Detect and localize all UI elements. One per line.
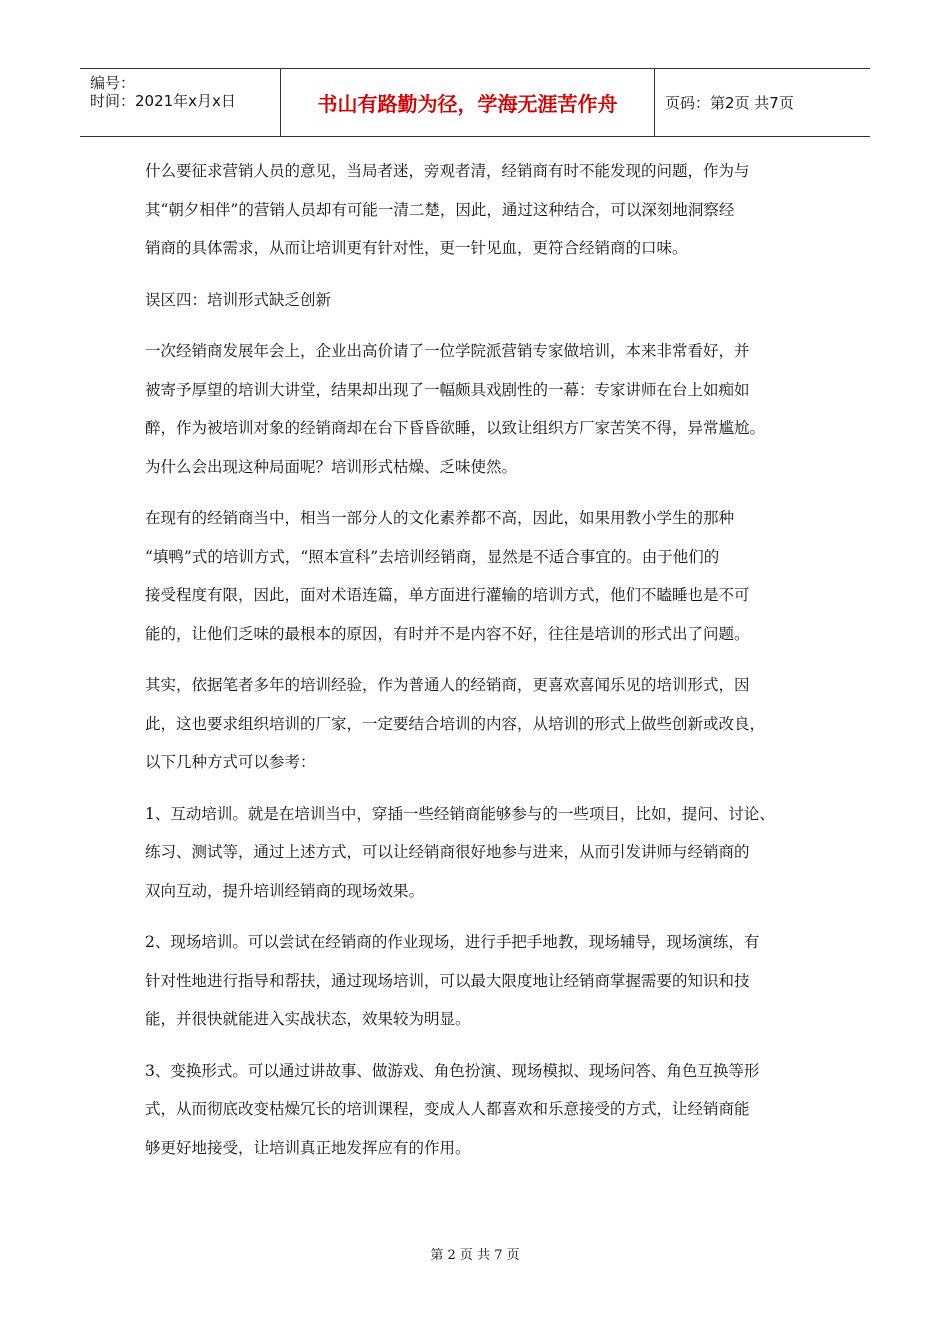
text-line: 为什么会出现这种局面呢？培训形式枯燥、乏味使然。 xyxy=(145,457,518,476)
text-line: 2、现场培训。可以尝试在经销商的作业现场，进行手把手地教，现场辅导，现场演练，有 xyxy=(145,933,760,951)
text-line: 醉，作为被培训对象的经销商却在台下昏昏欲睡，以致让组织方厂家苦笑不得，异常尴尬。 xyxy=(145,419,766,437)
paragraph xyxy=(145,1052,825,1168)
text-line: 针对性地进行指导和帮扶，通过现场培训，可以最大限度地让经销商掌握需要的知识和技 xyxy=(145,971,750,990)
text-line: 误区四：培训形式缺乏创新 xyxy=(145,290,332,309)
paragraph xyxy=(145,281,825,320)
text-line: 在现有的经销商当中，相当一部分人的文化素养都不高，因此，如果用教小学生的那种 xyxy=(145,509,735,527)
text-line: 以下几种方式可以参考： xyxy=(145,753,316,771)
code-label: 编号： xyxy=(90,74,136,92)
text-line: 其实，依据笔者多年的培训经验，作为普通人的经销商，更喜欢喜闻乐见的培训形式，因 xyxy=(145,676,750,694)
text-line: 能的，让他们乏味的最根本的原因，有时并不是内容不好，往往是培训的形式出了问题。 xyxy=(145,624,750,643)
text-line: 接受程度有限，因此，面对术语连篇，单方面进行灌输的培训方式，他们不瞌睡也是不可 xyxy=(145,586,750,604)
text-line: 式，从而彻底改变枯燥冗长的培训课程，变成人人都喜欢和乐意接受的方式，让经销商能 xyxy=(145,1100,750,1118)
text-line: 够更好地接受，让培训真正地发挥应有的作用。 xyxy=(145,1138,471,1157)
document-body xyxy=(145,152,825,1180)
text-line: “填鸭”式的培训方式，“照本宣科”去培训经销商，显然是不适合事宜的。由于他们的 xyxy=(145,547,720,566)
text-line: 一次经销商发展年会上，企业出高价请了一位学院派营销专家做培训，本来非常看好，并 xyxy=(145,342,750,360)
page-footer: 第 2 页 共 7 页 xyxy=(430,1248,520,1263)
date-label: 时间：2021年x月x日 xyxy=(90,92,236,110)
paragraph xyxy=(145,332,825,486)
text-line: 此，这也要求组织培训的厂家，一定要结合培训的内容，从培训的形式上做些创新或改良， xyxy=(145,714,766,733)
text-line: 销商的具体需求，从而让培训更有针对性，更一针见血，更符合经销商的口味。 xyxy=(145,239,688,257)
paragraph xyxy=(145,499,825,653)
paragraph xyxy=(145,152,825,268)
paragraph xyxy=(145,666,825,782)
text-line: 3、变换形式。可以通过讲故事、做游戏、角色扮演、现场模拟、现场问答、角色互换等形 xyxy=(145,1061,760,1080)
page-header xyxy=(80,68,870,137)
paragraph xyxy=(145,923,825,1039)
text-line: 其“朝夕相伴”的营销人员却有可能一清二楚，因此，通过这种结合，可以深刻地洞察经 xyxy=(145,200,735,219)
text-line: 什么要征求营销人员的意见，当局者迷，旁观者清，经销商有时不能发现的问题，作为与 xyxy=(145,162,750,180)
text-line: 被寄予厚望的培训大讲堂，结果却出现了一幅颇具戏剧性的一幕：专家讲师在台上如痴如 xyxy=(145,380,750,399)
text-line: 能，并很快就能进入实战状态，效果较为明显。 xyxy=(145,1010,471,1028)
text-line: 1、互动培训。就是在培训当中，穿插一些经销商能够参与的一些项目，比如，提问、讨论、 xyxy=(145,804,775,823)
text-line: 双向互动，提升培训经销商的现场效果。 xyxy=(145,881,425,900)
paragraph xyxy=(145,795,825,911)
header-meta xyxy=(80,69,281,136)
header-motto: 书山有路勤为径，学海无涯苦作舟 xyxy=(281,69,655,136)
header-page-info: 页码：第2页 共7页 xyxy=(665,94,794,112)
text-line: 练习、测试等，通过上述方式，可以让经销商很好地参与进来，从而引发讲师与经销商的 xyxy=(145,843,750,861)
